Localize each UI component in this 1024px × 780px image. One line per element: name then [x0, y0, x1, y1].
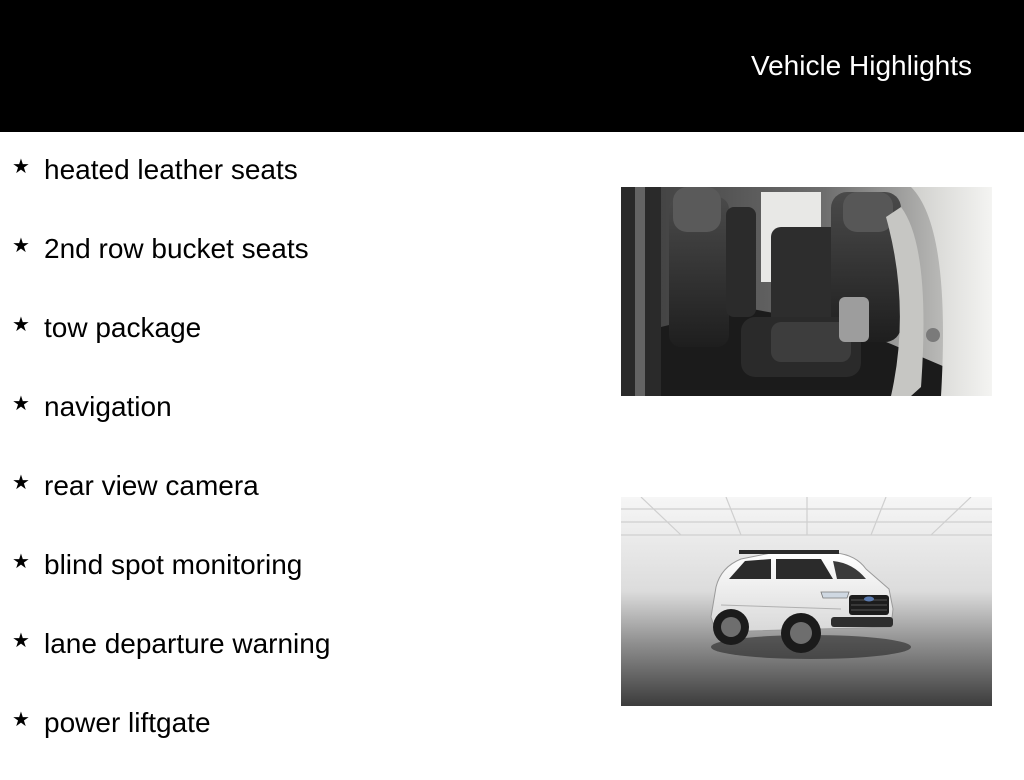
feature-label: power liftgate: [44, 707, 211, 738]
star-icon: ★: [12, 709, 30, 731]
feature-item: [0, 701, 600, 780]
feature-label: blind spot monitoring: [44, 549, 303, 580]
header-bar: [0, 0, 1024, 132]
star-icon: ★: [12, 472, 30, 494]
feature-label: 2nd row bucket seats: [44, 233, 309, 264]
interior-photo: [621, 187, 992, 396]
exterior-photo: [621, 497, 992, 706]
feature-label: navigation: [44, 391, 172, 422]
star-icon: ★: [12, 551, 30, 573]
feature-list: [0, 148, 600, 780]
feature-item: [0, 464, 600, 543]
star-icon: ★: [12, 235, 30, 257]
star-icon: ★: [12, 314, 30, 336]
feature-item: [0, 622, 600, 701]
feature-item: [0, 543, 600, 622]
feature-item: [0, 227, 600, 306]
feature-item: [0, 148, 600, 227]
star-icon: ★: [12, 393, 30, 415]
feature-item: [0, 306, 600, 385]
page-title: Vehicle Highlights: [750, 50, 972, 81]
feature-label: lane departure warning: [44, 628, 331, 659]
feature-label: tow package: [44, 312, 202, 343]
feature-item: [0, 385, 600, 464]
star-icon: ★: [12, 156, 30, 178]
feature-label: rear view camera: [44, 470, 259, 501]
feature-label: heated leather seats: [44, 154, 298, 185]
star-icon: ★: [12, 630, 30, 652]
